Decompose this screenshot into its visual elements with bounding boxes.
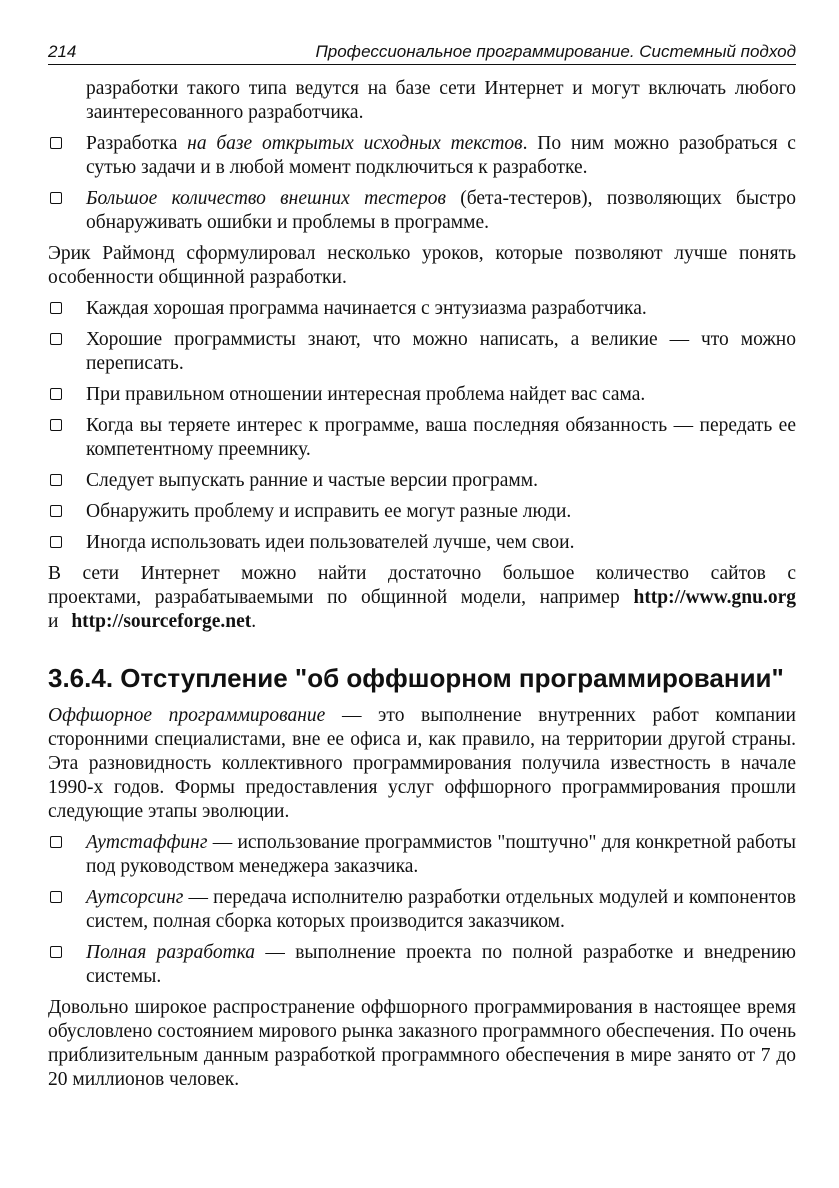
list-item: При правильном отношении интересная проблема найдет вас сама. <box>48 383 796 407</box>
list-item: Каждая хорошая программа начинается с энтузиазма разработчика. <box>48 297 796 321</box>
checkbox-bullet-icon <box>50 891 62 903</box>
checkbox-bullet-icon <box>50 536 62 548</box>
book-page <box>48 38 796 1092</box>
offshore-paragraph: Оффшорное программирование — это выполнение внутренних работ компании сторонними специалистами, вне ее офиса и, как правило, на территории другой страны. Эта разновидность коллективного программирования получила известность в начале 1990-х годов. Формы предоставления услуг оффшорного программирования прошли следующие этапы эволюции. <box>48 705 796 822</box>
section-title: 3.6.4. Отступление "об оффшорном программировании" <box>48 663 784 693</box>
checkbox-bullet-icon <box>50 192 62 204</box>
dev-features-list <box>48 132 796 235</box>
intro-continuation: разработки такого типа ведутся на базе сети Интернет и могут включать любого заинтересованного разработчика. <box>86 78 796 123</box>
checkbox-bullet-icon <box>50 419 62 431</box>
sites-paragraph: В сети Интернет можно найти достаточно большое количество сайтов с проектами, разрабатываемыми по общинной модели, например http://www.gnu.org и http://sourceforge.net. <box>48 563 796 632</box>
raymond-intro: Эрик Раймонд сформулировал несколько уроков, которые позволяют лучше понять особенности общинной разработки. <box>48 243 796 288</box>
checkbox-bullet-icon <box>50 474 62 486</box>
list-item: Следует выпускать ранние и частые версии программ. <box>48 469 796 493</box>
checkbox-bullet-icon <box>50 137 62 149</box>
list-item: Большое количество внешних тестеров (бета-тестеров), позволяющих быстро обнаруживать ошибки и проблемы в программе. <box>48 187 796 235</box>
list-item: Разработка на базе открытых исходных текстов. По ним можно разобраться с сутью задачи и в любой момент подключиться к разработке. <box>48 132 796 180</box>
page-number: 214 <box>48 42 77 61</box>
lessons-list <box>48 297 796 555</box>
checkbox-bullet-icon <box>50 505 62 517</box>
evolution-stages-list <box>48 831 796 989</box>
list-item: Когда вы теряете интерес к программе, ваша последняя обязанность — передать ее компетентному преемнику. <box>48 414 796 462</box>
final-paragraph: Довольно широкое распространение оффшорного программирования в настоящее время обусловлено состоянием мирового рынка заказного программного обеспечения. По очень приблизительным данным разработкой программного обеспечения в мире занято от 7 до 20 миллионов человек. <box>48 997 796 1090</box>
list-item: Хорошие программисты знают, что можно написать, а великие — что можно переписать. <box>48 328 796 376</box>
list-item: Иногда использовать идеи пользователей лучше, чем свои. <box>48 531 796 555</box>
gnu-link[interactable]: http://www.gnu.org <box>633 587 796 608</box>
sourceforge-link[interactable]: http://sourceforge.net <box>71 611 252 632</box>
list-item: Аутстаффинг — использование программистов "поштучно" для конкретной работы под руководством менеджера заказчика. <box>48 831 796 879</box>
checkbox-bullet-icon <box>50 302 62 314</box>
checkbox-bullet-icon <box>50 836 62 848</box>
running-header <box>48 38 796 65</box>
list-item: Обнаружить проблему и исправить ее могут разные люди. <box>48 500 796 524</box>
checkbox-bullet-icon <box>50 946 62 958</box>
checkbox-bullet-icon <box>50 388 62 400</box>
page-body <box>48 77 796 1092</box>
list-item: Аутсорсинг — передача исполнителю разработки отдельных модулей и компонентов систем, полная сборка которых производится заказчиком. <box>48 886 796 934</box>
running-title: Профессиональное программирование. Системный подход <box>315 42 796 61</box>
checkbox-bullet-icon <box>50 333 62 345</box>
list-item: Полная разработка — выполнение проекта по полной разработке и внедрению системы. <box>48 941 796 989</box>
